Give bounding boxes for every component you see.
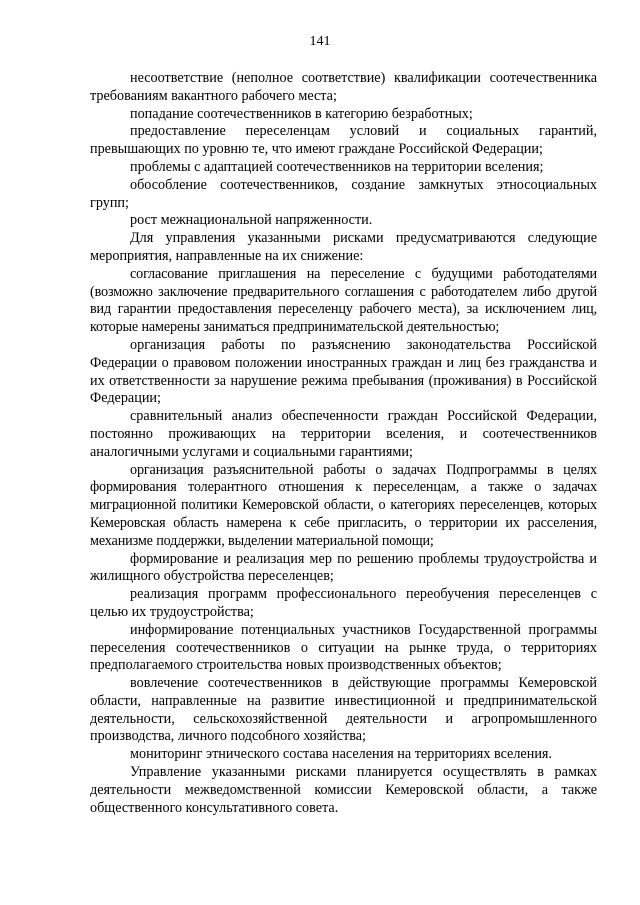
paragraph-risk-management-commission: Управление указанными рисками планируется осуществлять в рамках деятельности межведомственной комиссии Кемеровской области, а также общественного консультативного совета. — [90, 764, 597, 816]
paragraph-measure-informing-participants: информирование потенциальных участников Государственной программы переселения соотечественников о ситуации на рынке труда, о территориях предполагаемого строительства новых производственных объектов; — [90, 621, 597, 674]
paragraph-risk-ethnic-tension: рост межнациональной напряженности. — [130, 212, 373, 229]
paragraph-risk-unemployment: попадание соотечественников в категорию безработных; — [130, 105, 473, 122]
page-number: 141 — [309, 34, 331, 49]
paragraph-risk-qualification-mismatch: несоответствие (неполное соответствие) квалификации соотечественника требованиям вакантного рабочего места; — [90, 70, 597, 104]
paragraph-measures-intro: Для управления указанными рисками предусматриваются следующие мероприятия, направленные на их снижение: — [90, 230, 597, 264]
paragraph-risk-excess-guarantees: предоставление переселенцам условий и социальных гарантий, превышающих по уровню те, что имеют граждане Российской Федерации; — [90, 123, 597, 158]
paragraph-risk-isolation: обособление соотечественников, создание замкнутых этносоциальных групп; — [90, 176, 597, 211]
paragraph-measure-comparative-analysis: сравнительный анализ обеспеченности граждан Российской Федерации, постоянно проживающих на территории вселения, и соотечественников аналогичными услугами и социальными гарантиями; — [90, 408, 597, 460]
paragraph-measure-retraining: реализация программ профессионального переобучения переселенцев с целью их трудоустройства; — [90, 586, 597, 620]
paragraph-risk-adaptation: проблемы с адаптацией соотечественников на территории вселения; — [130, 158, 544, 175]
paragraph-measure-regional-programs: вовлечение соотечественников в действующие программы Кемеровской области, направленные на развитие инвестиционной и предпринимательской деятельности, сельскохозяйственной деятельности и агропромышленного производства, личного подсобного хозяйства; — [90, 675, 597, 745]
paragraph-measure-ethnic-monitoring: мониторинг этнического состава населения на территориях вселения. — [130, 746, 552, 763]
document-body — [90, 70, 597, 817]
paragraph-measure-outreach-work: организация разъяснительной работы о задачах Подпрограммы в целях формирования толерантного отношения к переселенцам, а также о задачах миграционной политики Кемеровской области, о категориях переселенцев, которых Кемеровская область намерена к себе пригласить, о территории их расселения, механизме поддержки, выделении материальной помощи; — [90, 461, 597, 549]
paragraph-measure-employment-housing: формирование и реализация мер по решению проблемы трудоустройства и жилищного обустройства переселенцев; — [90, 550, 597, 585]
paragraph-measure-legislation-explanation: организация работы по разъяснению законодательства Российской Федерации о правовом положении иностранных граждан и лиц без гражданства и их ответственности за нарушение режима пребывания (проживания) в Российской Федерации; — [90, 336, 597, 407]
paragraph-measure-employer-invitation: согласование приглашения на переселение с будущими работодателями (возможно заключение предварительного соглашения с работодателем либо другой вид гарантии предоставления переселенцу рабочего места), за исключением лиц, которые намерены заниматься предпринимательской деятельностью; — [90, 265, 597, 336]
